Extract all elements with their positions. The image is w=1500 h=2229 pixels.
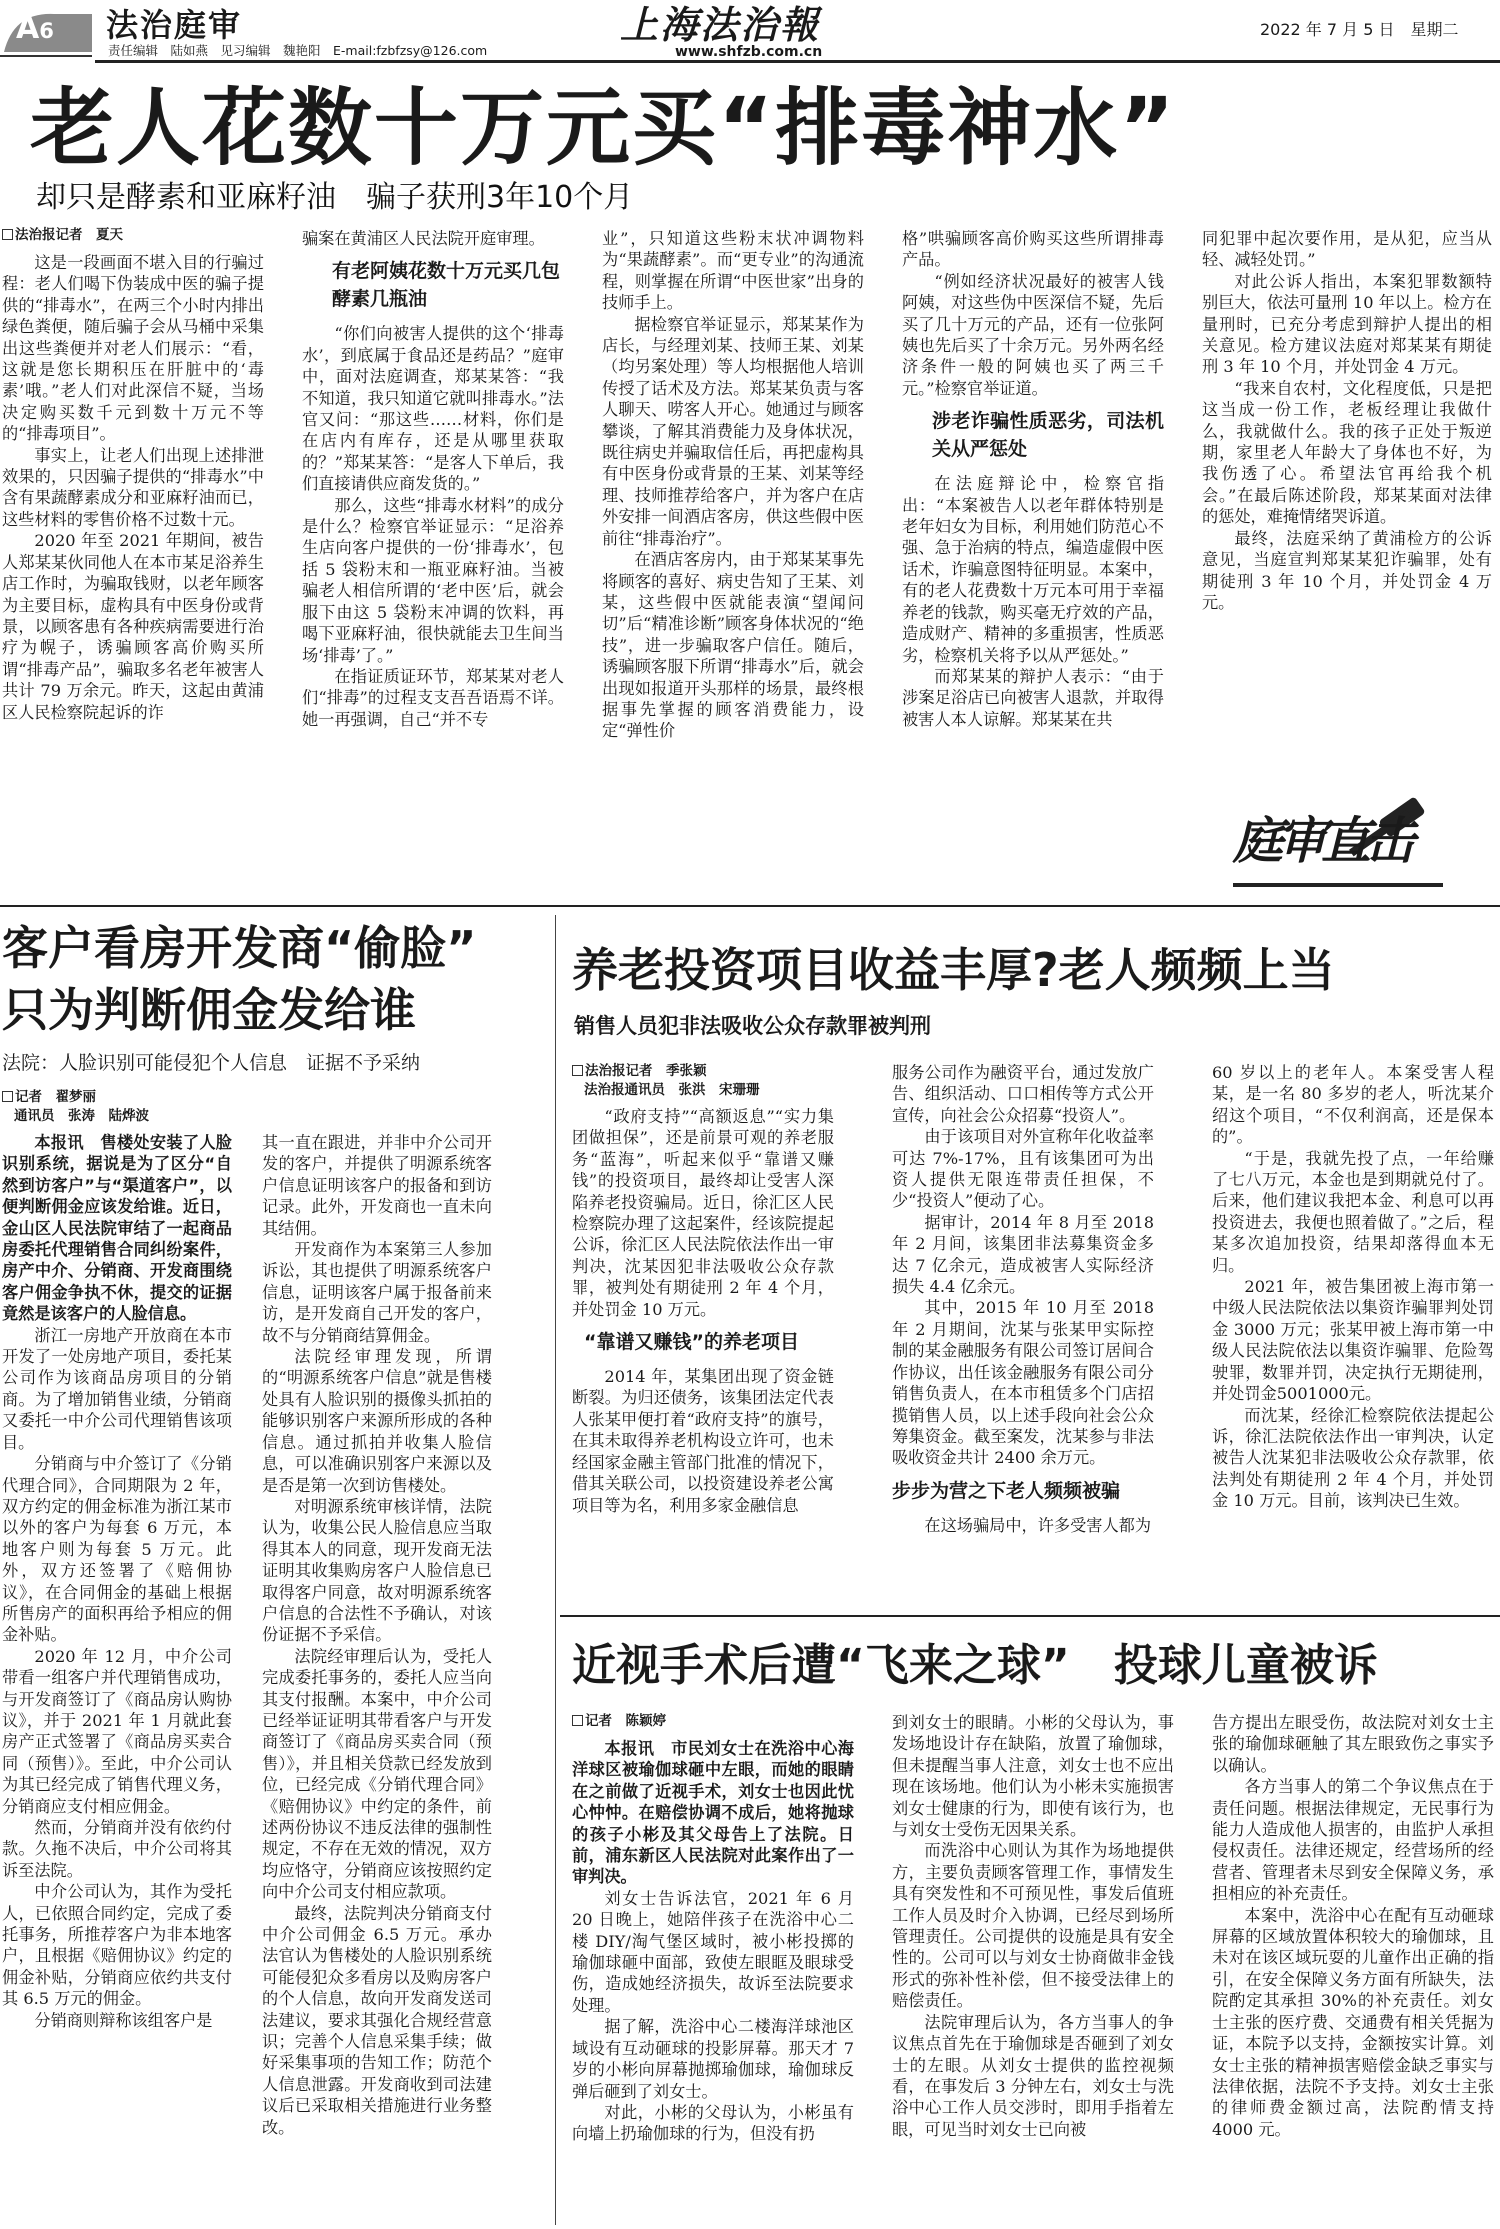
paragraph: 对此，小彬的父母认为，小彬虽有向墙上扔瑜伽球的行为，但没有扔 bbox=[572, 2102, 854, 2144]
paragraph: 那么，这些“排毒水材料”的成分是什么？检察官举证显示：“足浴养生店向客户提供的一份‘排毒水’，包括 5 袋粉末和一瓶亚麻籽油。当被骗老人相信所谓的‘老中医’后，就会服下由这 5 袋粉末冲调的饮料，再喝下亚麻籽油，很快就能去卫生间当场‘排毒’了。” bbox=[302, 495, 564, 665]
article1-title: 老人花数十万元买“排毒神水” bbox=[30, 79, 1177, 177]
byline-box-icon bbox=[2, 1091, 13, 1102]
paragraph: 其中，2015 年 10 月至 2018 年 2 月期间，沈某与张某甲实际控制的某金融服务有限公司签订居间合作协议，出任该金融服务有限公司分销售负责人，在本市租赁多个门店招揽销售人员，以上述手段向社会公众筹集资金。截至案发，沈某参与非法吸收资金共计 2400 余万元。 bbox=[892, 1298, 1154, 1468]
paragraph: 由于该项目对外宣称年化收益率可达 7%-17%，且有该集团可为出资人提供无限连带责任担保，不少“投资人”便动了心。 bbox=[892, 1127, 1154, 1211]
paragraph: 法院经审理后认为，受托人完成委托事务的，委托人应当向其支付报酬。本案中，中介公司已经举证证明其带看客户与开发商签订了《商品房买卖合同（预售）》，并且相关贷款已经发放到位，已经完成《分销代理合同》《赔佣协议》中约定的条件，前述两份协议不违反法律的强制性规定，不存在无效的情况，双方均应恪守，分销商应该按照约定向中介公司支付相应款项。 bbox=[262, 1646, 492, 1902]
page-letter: A bbox=[16, 11, 40, 46]
article4-col1 bbox=[572, 1738, 854, 2229]
section-rule bbox=[0, 905, 1500, 907]
article2-byline2: 通讯员 张涛 陆烨波 bbox=[14, 1108, 149, 1124]
paragraph: 分销商与中介签订了《分销代理合同》，合同期限为 2 年，双方约定的佣金标准为浙江某市以外的客户为每套 6 万元，本地客户则为每套 5 万元。此外，双方还签署了《赔佣协议》，在合同佣金的基础上根据所售房产的面积再给予相应的佣金补贴。 bbox=[2, 1454, 232, 1645]
masthead: 上海法治報 bbox=[620, 2, 821, 47]
paragraph: 在法庭辩论中，检察官指出：“本案被告人以老年群体特别是老年妇女为目标，利用她们防范心不强、急于治病的特点，编造虚假中医话术，诈骗意图特征明显。本案中，有的老人花费数十万元本可用于幸福养老的钱款，购买毫无疗效的产品，造成财产、精神的多重损害，性质恶劣，检察机关将予以从严惩处。” bbox=[902, 474, 1164, 665]
paragraph: 分销商则辩称该组客户是 bbox=[34, 2010, 213, 2030]
paragraph: “于是，我就先投了点，一年给赚了七八万元，本金也是到期就兑付了。后来，他们建议我把本金、利息可以再投资进去，我便也照着做了。”之后，程某多次追加投资，结果却落得血本无归。 bbox=[1212, 1148, 1494, 1275]
paragraph: 据检察官举证显示，郑某某作为店长，与经理刘某、技师王某、刘某（均另案处理）等人均根据他人培训传授了话术及方法。郑某某负责与客人聊天、唠客人开心。她通过与顾客攀谈，了解其消费能力及身体状况，既往病史并骗取信任后，再把虚构具有中医身份或背景的王某、刘某等经理、技师推荐给客户，并为客户在店外安排一间酒店客房，供这些假中医前往“排毒治疗”。 bbox=[602, 314, 864, 548]
article3-subhead-1: “靠谱又赚钱”的养老项目 bbox=[584, 1331, 799, 1354]
paragraph: 本案中，洗浴中心在配有互动砸球屏幕的区域放置体积较大的瑜伽球，且未对在该区域玩耍的儿童作出正确的指引，在安全保障义务方面有所缺失，法院酌定其承担 30%的补充责任。刘女士主张的医疗费、交通费有相关凭据为证，本院予以支持，金额按实计算。刘女士主张的精神损害赔偿金缺乏事实与法律依据，法院不予支持。刘女士主张的律师费金额过高，法院酌情支持 4000 元。 bbox=[1212, 1905, 1494, 2139]
page-header bbox=[0, 0, 1500, 62]
paragraph: 中介公司认为，其作为受托人，已依照合同约定，完成了委托事务，所推荐客户为非本地客户，且根据《赔佣协议》约定的佣金补贴，分销商应依约共支付其 6.5 万元的佣金。 bbox=[2, 1882, 232, 2009]
article3-byline1: 法治报记者 季张颖 bbox=[585, 1063, 707, 1079]
paragraph: “政府支持”“高额返息”“实力集团做担保”，还是前景可观的养老服务“蓝海”，听起来似乎“靠谱又赚钱”的投资项目，最终却让受害人深陷养老投资骗局。近日，徐汇区人民检察院办理了这起案件，经该院提起公诉，徐汇区人民法院依法作出一审判决，沈某因犯非法吸收公众存款罪，被判处有期徒刑 2 年 4 个月，并处罚金 10 万元。 bbox=[572, 1107, 834, 1319]
section-rule-2 bbox=[560, 1615, 1500, 1617]
byline-box-icon bbox=[2, 229, 13, 240]
article1-col4 bbox=[902, 228, 1164, 880]
paragraph: 到刘女士的眼睛。小彬的父母认为，事发场地设计存在缺陷，放置了瑜伽球，但未提醒当事人注意，刘女士也不应出现在该场地。他们认为小彬未实施损害刘女士健康的行为，即使有该行为，也与刘女士受伤无因果关系。 bbox=[892, 1713, 1174, 1840]
article1-col1 bbox=[2, 252, 264, 880]
article2-byline1: 记者 翟梦丽 bbox=[15, 1089, 96, 1105]
article3-subhead-2: 步步为营之下老人频频被骗 bbox=[892, 1479, 1121, 1502]
article4-title: 近视手术后遭“飞来之球” 投球儿童被诉 bbox=[572, 1640, 1378, 1691]
paragraph: 2020 年至 2021 年期间，被告人郑某某伙同他人在本市某足浴养生店工作时，为骗取钱财，以老年顾客为主要目标，虚构具有中医身份或背景，以顾客患有各种疾病需要进行治疗为幌子，诱骗顾客高价购买所谓“排毒产品”，骗取多名老年被害人共计 79 万余元。昨天，这起由黄浦区人民检察院起诉的诈 bbox=[2, 531, 264, 722]
paragraph: 在这场骗局中，许多受害人都为 bbox=[924, 1515, 1152, 1535]
article1-byline bbox=[2, 226, 123, 245]
article1-subtitle: 却只是酵素和亚麻籽油 骗子获刑3年10个月 bbox=[36, 180, 634, 215]
paragraph: 各方当事人的第二个争议焦点在于责任问题。根据法律规定，无民事行为能力人造成他人损害的，由监护人承担侵权责任。法律还规定，经营场所的经营者、管理者未尽到安全保障义务，承担相应的补充责任。 bbox=[1212, 1777, 1494, 1904]
article4-byline-text: 记者 陈颖婷 bbox=[585, 1713, 666, 1729]
paragraph: 告方提出左眼受伤，故法院对刘女士主张的瑜伽球砸触了其左眼致伤之事实予以确认。 bbox=[1212, 1713, 1494, 1775]
article3-col2 bbox=[892, 1062, 1154, 1606]
paragraph: 格”哄骗顾客高价购买这些所谓排毒产品。 bbox=[902, 229, 1164, 270]
paragraph: 业”，只知道这些粉末状冲调物料为“果蔬酵素”。而“更专业”的沟通流程，则掌握在所谓“中医世家”出身的技师手上。 bbox=[602, 229, 864, 313]
paragraph: 在指证质证环节，郑某某对老人们“排毒”的过程支支吾吾语焉不详。她一再强调，自己“并不专 bbox=[302, 666, 564, 729]
paragraph: “我来自农村，文化程度低，只是把这当成一份工作，老板经理让我做什么，我就做什么。我的孩子正处于叛逆期，家里老人年龄大了身体也不好，为我伤透了心。希望法官再给我个机会。”在最后陈述阶段，郑某某面对法律的惩处，难掩情绪哭诉道。 bbox=[1202, 378, 1492, 527]
header-rule bbox=[95, 60, 1500, 63]
article3-title: 养老投资项目收益丰厚?老人频频上当 bbox=[572, 943, 1335, 997]
paragraph: 法院经审理发现，所谓的“明源系统客户信息”就是售楼处具有人脸识别的摄像头抓拍的能够识别客户来源所形成的各种信息。通过抓拍并收集人脸信息，可以准确识别客户来源以及是否是第一次到访售楼处。 bbox=[262, 1347, 492, 1495]
paragraph: 据审计，2014 年 8 月至 2018 年 2 月间，该集团非法募集资金多达 7 亿余元，造成被害人实际经济损失 4.4 亿余元。 bbox=[892, 1212, 1154, 1297]
paragraph: 而洗浴中心则认为其作为场地提供方，主要负责顾客管理工作，事情发生具有突发性和不可预见性，事发后值班工作人员及时介入协调，已经尽到场所管理责任。公司提供的设施是具有安全性的。公司可以与刘女士协商做非金钱形式的弥补性补偿，但不接受法律上的赔偿责任。 bbox=[892, 1841, 1174, 2011]
section-name: 法治庭审 bbox=[106, 6, 243, 44]
article1-col5 bbox=[1202, 228, 1492, 788]
editors-line: 责任编辑 陆如燕 见习编辑 魏艳阳 E-mail:fzbfzsy@126.com bbox=[108, 43, 488, 58]
paragraph: 骗案在黄浦区人民法院开庭审理。 bbox=[302, 229, 545, 248]
column-rule bbox=[555, 915, 556, 2225]
article1-byline-text: 法治报记者 夏天 bbox=[15, 227, 123, 243]
paragraph: 60 岁以上的老年人。本案受害人程某，是一名 80 多岁的老人，听沈某介绍这个项目，“不仅利润高，还是保本的”。 bbox=[1212, 1063, 1494, 1147]
paragraph: 刘女士告诉法官，2021 年 6 月 20 日晚上，她陪伴孩子在洗浴中心二楼 DIY/淘气堡区域时，被小彬投掷的瑜伽球砸中面部，致使左眼眶及眼球受伤，造成她经济损失，故诉至法院要求处理。 bbox=[572, 1888, 854, 2015]
paragraph: 而沈某，经徐汇检察院依法提起公诉，徐汇法院依法作出一审判决，认定被告人沈某犯非法吸收公众存款罪，依法判处有期徒刑 2 年 4 个月，并处罚金 10 万元。目前，该判决已生效。 bbox=[1212, 1405, 1494, 1511]
court-live-logo bbox=[1225, 795, 1455, 895]
paragraph: 在酒店客房内，由于郑某某事先将顾客的喜好、病史告知了王某、刘某，这些假中医就能表演“望闻问切”后“精准诊断”顾客身体状况的“绝技”，进一步骗取客户信任。随后，诱骗顾客服下所谓“排毒水”后，就会出现如报道开头那样的场景，最终根据事先掌握的顾客消费能力，设定“弹性价 bbox=[602, 550, 864, 741]
page-number: 6 bbox=[39, 19, 54, 43]
paragraph: 法院审理后认为，各方当事人的争议焦点首先在于瑜伽球是否砸到了刘女士的左眼。从刘女士提供的监控视频看，在事发后 3 分钟左右，刘女士与洗浴中心工作人员交涉时，即用手指着左眼，可见当时刘女士已向被 bbox=[892, 2012, 1174, 2139]
paragraph: 开发商作为本案第三人参加诉讼，其也提供了明源系统客户信息，证明该客户属于报备前来访，是开发商自己开发的客户，故不与分销商结算佣金。 bbox=[262, 1240, 492, 1345]
article3-col3 bbox=[1212, 1062, 1494, 1606]
paragraph: 事实上，让老人们出现上述排泄效果的，只因骗子提供的“排毒水”中含有果蔬酵素成分和亚麻籽油而已，这些材料的零售价格不过数十元。 bbox=[2, 445, 264, 529]
article4-byline bbox=[572, 1712, 666, 1731]
paragraph: “例如经济状况最好的被害人钱阿姨，对这些伪中医深信不疑，先后买了几十万元的产品，还有一位张阿姨也先后买了十余万元。另外两名经济条件一般的阿姨也买了两三千元。”检察官举证道。 bbox=[902, 271, 1164, 398]
article3-byline2: 法治报通讯员 张洪 宋珊珊 bbox=[584, 1082, 760, 1098]
paragraph: 2020 年 12 月，中介公司带看一组客户并代理销售成功，与开发商签订了《商品房认购协议》，并于 2021 年 1 月就此套房产正式签署了《商品房买卖合同（预售）》。至此，中介公司认为其已经完成了销售代理义务，分销商应支付相应佣金。 bbox=[2, 1646, 232, 1816]
article1-subhead-1: 有老阿姨花数十万元买几包酵素几瓶油 bbox=[332, 260, 561, 311]
article3-subtitle: 销售人员犯非法吸收公众存款罪被判刑 bbox=[574, 1014, 931, 1038]
paragraph: 最终，法庭采纳了黄浦检方的公诉意见，当庭宣判郑某某犯诈骗罪，处有期徒刑 3 年 10 个月，并处罚金 4 万元。 bbox=[1202, 528, 1492, 612]
article2-col2 bbox=[262, 1132, 492, 2229]
byline-box-icon bbox=[572, 1715, 583, 1726]
paragraph: 最终，法院判决分销商支付中介公司佣金 6.5 万元。承办法官认为售楼处的人脸识别系统可能侵犯众多看房以及购房客户的个人信息，故向开发商发送司法建议，要求其强化合规经营意识；完善个人信息采集手续；做好采集事项的告知工作；防范个人信息泄露。开发商收到司法建议后已采取相关措施进行业务整改。 bbox=[262, 1903, 492, 2137]
paragraph: 对明源系统审核详情，法院认为，收集公民人脸信息应当取得其本人的同意，现开发商无法证明其收集购房客户人脸信息已取得客户同意，故对明源系统客户信息的合法性不予确认，对该份证据不予采信。 bbox=[262, 1496, 492, 1645]
logo-text: 庭审直击 bbox=[1233, 811, 1409, 870]
article4-col2 bbox=[892, 1712, 1174, 2229]
article2-subtitle: 法院：人脸识别可能侵犯个人信息 证据不予采纳 bbox=[2, 1052, 421, 1074]
article1-col2 bbox=[302, 228, 564, 880]
paragraph-text: 本报讯 售楼处安装了人脸识别系统，据说是为了区分“自然到访客户”与“渠道客户”，以便判断佣金应该发给谁。近日，金山区人民法院审结了一起商品房委托代理销售合同纠纷案件，房产中介、分销商、开发商围绕客户佣金争执不休，提交的证据竟然是该客户的人脸信息。 bbox=[2, 1133, 232, 1324]
article1-col3 bbox=[602, 228, 864, 880]
paragraph: 2014 年，某集团出现了资金链断裂。为归还债务，该集团法定代表人张某甲便打着“政府支持”的旗号，在其未取得养老机构设立许可，也未经国家金融主管部门批准的情况下，借其关联公司，以投资建设养老公寓项目等为名，利用多家金融信息 bbox=[572, 1367, 834, 1515]
article4-col3 bbox=[1212, 1712, 1494, 2229]
paragraph: 其一直在跟进，并非中介公司开发的客户，并提供了明源系统客户信息证明该客户的报备和到访记录。此外，开发商也一直未向其结佣。 bbox=[262, 1133, 492, 1238]
paragraph: 2021 年，被告集团被上海市第一中级人民法院依法以集资诈骗罪判处罚金 3000 万元；张某甲被上海市第一中级人民法院依法以集资诈骗罪、危险驾驶罪，数罪并罚，决定执行无期徒刑，并处罚金5001000元。 bbox=[1212, 1277, 1494, 1404]
paragraph: 对此公诉人指出，本案犯罪数额特别巨大，依法可量刑 10 年以上。检方在量刑时，已充分考虑到辩护人提出的相关意见。检方建议法庭对郑某某有期徒刑 3 年 10 个月，并处罚金 4 万元。 bbox=[1202, 271, 1492, 377]
byline-box-icon bbox=[572, 1065, 583, 1076]
paragraph: 然而，分销商并没有依约付款。久拖不决后，中介公司将其诉至法院。 bbox=[2, 1818, 232, 1880]
issue-date: 2022 年 7 月 5 日 星期二 bbox=[1260, 20, 1459, 39]
article2-byline bbox=[2, 1088, 149, 1126]
paragraph: 同犯罪中起次要作用，是从犯，应当从轻、减轻处罚。” bbox=[1202, 229, 1492, 270]
article2-title-line1: 客户看房开发商“偷脸” bbox=[2, 921, 477, 975]
article1-subhead-2: 涉老诈骗性质恶劣，司法机关从严惩处 bbox=[932, 410, 1164, 461]
website: www.shfzb.com.cn bbox=[675, 44, 823, 60]
paragraph: 而郑某某的辩护人表示：“由于涉案足浴店已向被害人退款，并取得被害人本人谅解。郑某某在共 bbox=[902, 666, 1164, 729]
paragraph: “你们向被害人提供的这个‘排毒水’，到底属于食品还是药品？”庭审中，面对法庭调查，郑某某答：“我不知道，我只知道它就叫排毒水。”法官又问：“那这些……材料，你们是在店内有库存，还是从哪里获取的？”郑某某答：“是客人下单后，我们直接请供应商发货的。” bbox=[302, 324, 564, 494]
paragraph bbox=[2, 1132, 232, 1325]
paragraph bbox=[572, 1738, 854, 1888]
article3-col1 bbox=[572, 1106, 834, 1606]
paragraph: 这是一段画面不堪入目的行骗过程：老人们喝下伪装成中医的骗子提供的“排毒水”，在两三个小时内排出绿色粪便，随后骗子会从马桶中采集出这些粪便并对老人们展示：“看，这就是您长期积压在肝脏中的‘毒素’哦。”老人们对此深信不疑，当场决定购买数千元到数十万元不等的“排毒项目”。 bbox=[2, 253, 264, 444]
paragraph: 据了解，洗浴中心二楼海洋球池区域设有互动砸球的投影屏幕。那天才 7 岁的小彬向屏幕抛掷瑜伽球，瑜伽球反弹后砸到了刘女士。 bbox=[572, 2017, 854, 2101]
article2-col1 bbox=[2, 1132, 232, 2229]
paragraph: 浙江一房地产开放商在本市开发了一处房地产项目，委托某公司作为该商品房项目的分销商。为了增加销售业绩，分销商又委托一中介公司代理销售该项目。 bbox=[2, 1325, 232, 1452]
article3-byline bbox=[572, 1062, 760, 1100]
paragraph-text: 本报讯 市民刘女士在洗浴中心海洋球区被瑜伽球砸中左眼，而她的眼睛在之前做了近视手术，刘女士也因此忧心忡忡。在赔偿协调不成后，她将抛球的孩子小彬及其父母告上了法院。日前，浦东新区人民法院对此案作出了一审判决。 bbox=[572, 1739, 854, 1887]
paragraph: 服务公司作为融资平台，通过发放广告、组织活动、口口相传等方式公开宣传，向社会公众招募“投资人”。 bbox=[892, 1063, 1154, 1125]
article2-title-line2: 只为判断佣金发给谁 bbox=[2, 983, 416, 1037]
